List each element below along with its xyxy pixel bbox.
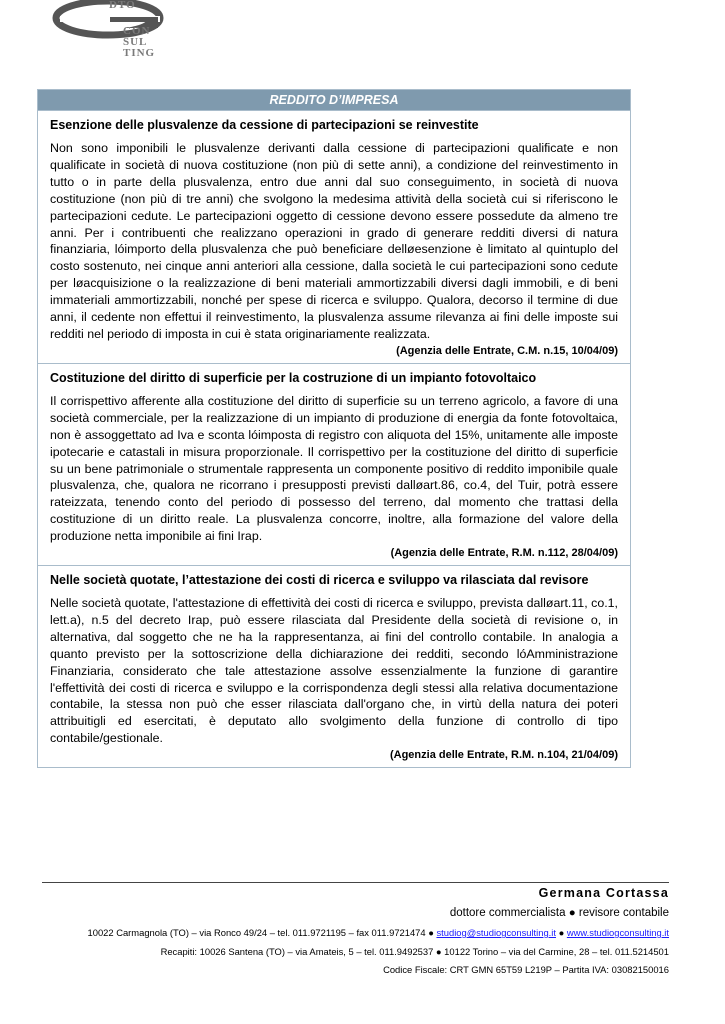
article-plusvalenze [38, 110, 630, 363]
footer-divider [42, 882, 669, 883]
footer-role: dottore commercialista ● revisore contabile [449, 907, 669, 919]
article-source: (Agenzia delle Entrate, R.M. n.104, 21/04/09) [389, 749, 618, 762]
newsletter-table [37, 89, 631, 768]
email-link[interactable]: studiog@studiogconsulting.it [436, 927, 556, 938]
article-source: (Agenzia delle Entrate, C.M. n.15, 10/04/09) [396, 344, 618, 357]
article-ricerca-sviluppo [38, 565, 630, 767]
article-body: Non sono imponibili le plusvalenze derivanti dalla cessione di partecipazioni qualificate e non qualificate in società di nuova costituzione (non più di sette anni), a condizione del reinvestimento in tutto o in parte della plusvalenza, entro due anni dal suo conseguimento, in società di nuova costituzione (non più di tre anni) che svolgono la medesima attività della società cui si riferiscono le partecipazioni cedute. Le partecipazioni oggetto di cessione devono essere possedute da almeno tre anni. Per i contribuenti che realizzano operazioni in grado di generare redditi diversi di natura finanziaria, lóimporto della plusvalenza che può beneficiare delløesenzione è limitato al quintuplo del costo sostenuto, nei cinque anni anteriori alla cessione, dalla società le cui partecipazioni sono cedute per løacquisizione o la realizzazione di beni materiali ammortizzabili diversi dagli immobili, e di beni immateriali ammortizzabili, nonché per spese di ricerca e sviluppo. Qualora, decorso il termine di due anni, il cedente non effettui il reinvestimento, la plusvalenza assume rilevanza ai fini delle imposte sui redditi nel periodo di imposta in cui è stata originariamente realizzata. [50, 141, 618, 341]
logo-letter-line: CON [123, 25, 151, 37]
website-link[interactable]: www.studiogconsulting.it [566, 927, 669, 938]
article-title: Nelle società quotate, l’attestazione dei costi di ricerca e sviluppo va rilasciata dal revisore [50, 573, 589, 588]
article-body: Il corrispettivo afferente alla costituzione del diritto di superficie su un terreno agricolo, a favore di una società commerciale, per la realizzazione di un impianto di produzione di energia da fonte fotovoltaica, non è assoggettato ad Iva e sconta lóimposta di registro con aliquota del 15%, unitamente alle imposte ipotecarie e catastali in misura proporzionale. Il corrispettivo per la costituzione del diritto di superficie su un bene patrimoniale o strumentale rappresenta un componente positivo di reddito imponibile quale plusvalenza, che, qualora ne ricorrano i presupposti previsti dalløart.86, co.4, del Tuir, potrà essere rateizzata, tenendo conto del periodo di possesso del terreno, dal momento che trattasi della costituzione di un diritto reale. La plusvalenza concorre, inoltre, alla formazione del valore della produzione netta imponibile ai fini Irap. [50, 393, 618, 544]
footer-address-main [88, 926, 669, 939]
article-source: (Agenzia delle Entrate, R.M. n.112, 28/04/09) [390, 547, 618, 560]
footer-separator: ● [555, 927, 567, 938]
article-fotovoltaico [38, 363, 630, 565]
company-logo [52, 0, 164, 72]
logo-lettering [109, 0, 169, 59]
article-title: Esenzione delle plusvalenze da cessione di partecipazioni se reinvestite [50, 118, 479, 132]
logo-letter-line: TING [123, 47, 156, 59]
section-header: REDDITO D’IMPRESA [38, 90, 630, 110]
article-body: Nelle società quotate, l'attestazione di effettività dei costi di ricerca e sviluppo, prevista dalløart.11, co.1, lett.a), n.5 del decreto Irap, può essere rilasciata dal Presidente della società di revisione o, in alternativa, dal soggetto che ne ha la rappresentanza, ai fini del controllo contabile. In analogia a quanto previsto per la sottoscrizione della dichiarazione dei redditi, secondo lóAmministrazione Finanziaria, considerato che tale attestazione assolve essenzialmente la funzione di garantire l'effettività dei costi di ricerca e sviluppo e la corrispondenza degli stessi alla relativa documentazione contabile, la stessa non può che esser rilasciata dall'organo che, in virtù della natura dei poteri attribuitigli ed esercitati, è deputato allo svolgimento della funzione di controllo di tipo contabile/gestionale. [50, 596, 618, 746]
logo-letter-line: SUL [123, 36, 148, 48]
logo-letter-line: DTO [109, 0, 136, 11]
footer-address-other: Recapiti: 10026 Santena (TO) – via Amateis, 5 – tel. 011.9492537 ● 10122 Torino – via del Carmine, 28 – tel. 011.5214501 [160, 946, 669, 957]
footer-tax-info: Codice Fiscale: CRT GMN 65T59 L219P – Partita IVA: 03082150016 [383, 964, 669, 975]
article-title: Costituzione del diritto di superficie per la costruzione di un impianto fotovoltaico [50, 370, 537, 385]
footer-name: Germana Cortassa [538, 886, 669, 900]
footer-address-text: 10022 Carmagnola (TO) – via Ronco 49/24 – tel. 011.9721195 – fax 011.9721474 ● [87, 927, 437, 938]
